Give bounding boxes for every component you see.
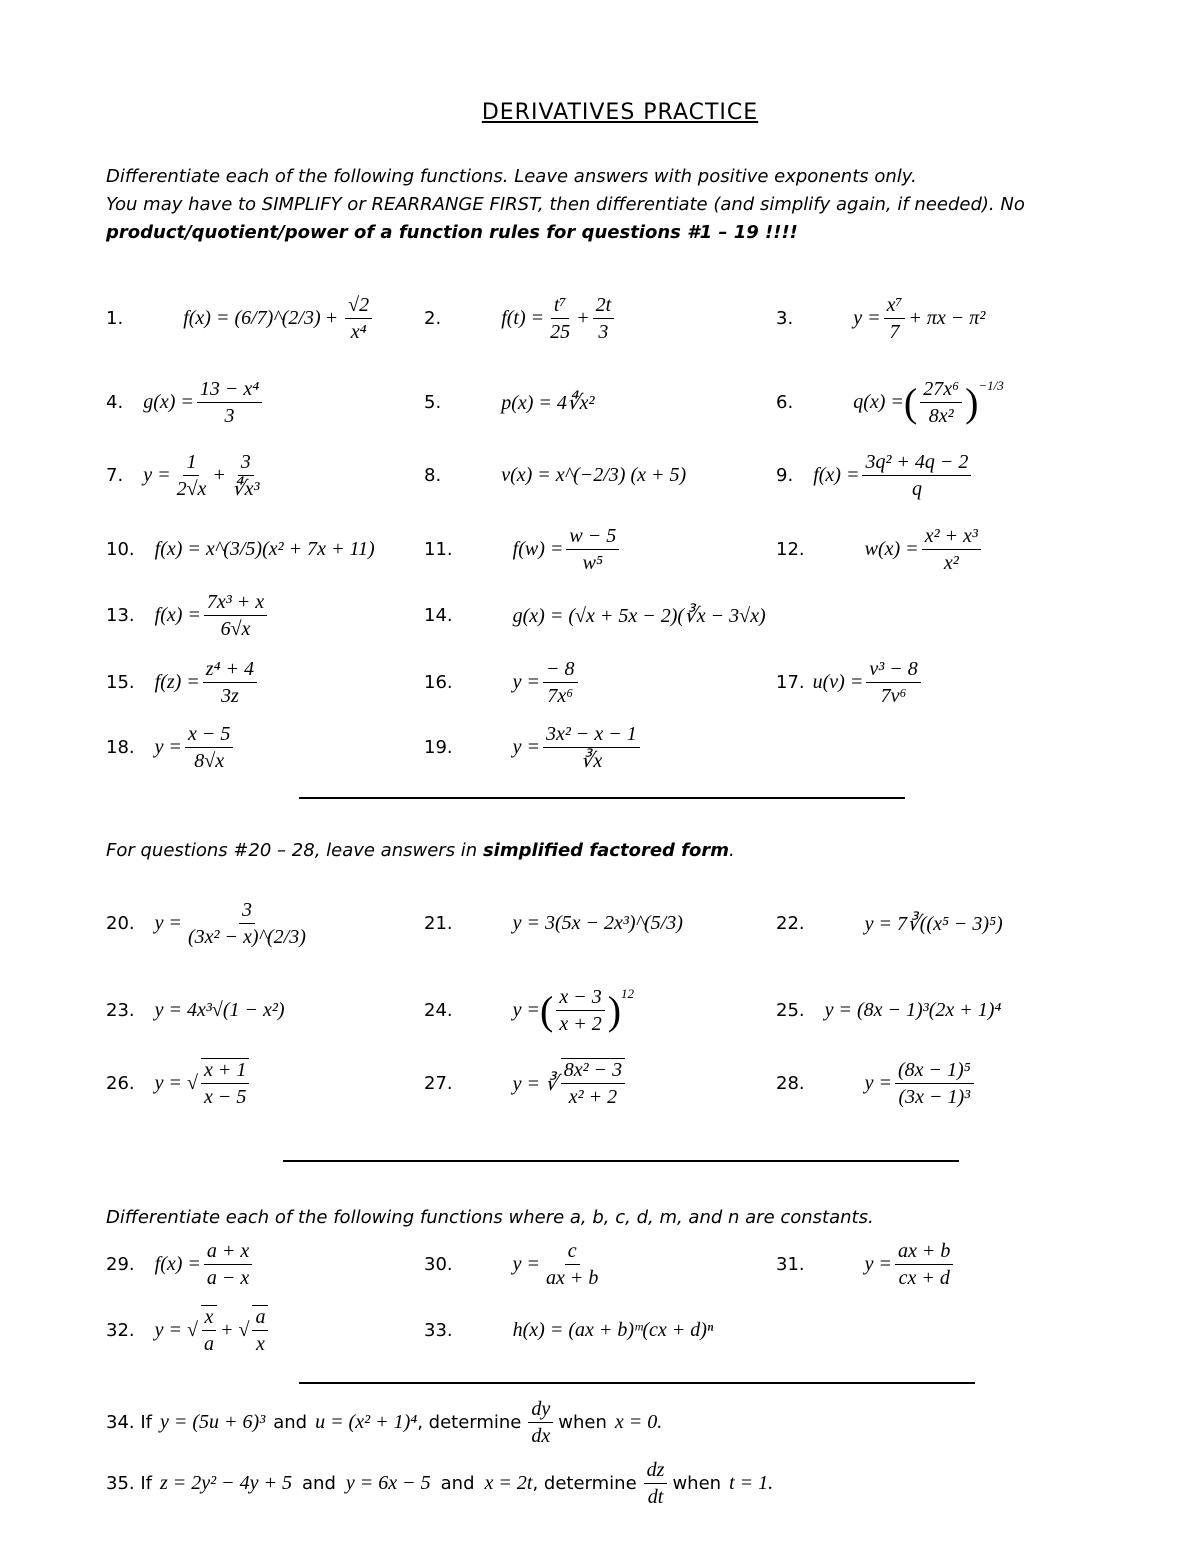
numerator: x − 3 (556, 986, 604, 1011)
expression: y = (8x − 1)³(2x + 1)⁴ (824, 998, 1002, 1021)
question-2 (424, 283, 617, 353)
numerator: z⁴ + 4 (203, 658, 257, 683)
question-number: 35. If (106, 1472, 152, 1494)
denominator: x (256, 1333, 265, 1355)
fraction (229, 451, 263, 500)
fraction (556, 986, 604, 1035)
numerator: x⁷ (884, 294, 906, 319)
question-29 (106, 1229, 255, 1299)
denominator: 6√x (220, 617, 251, 640)
question-number: 28. (776, 1072, 805, 1094)
question-8 (424, 440, 686, 510)
question-28 (776, 1048, 977, 1118)
question-number: 5. (424, 391, 442, 413)
denominator: ∛x (580, 749, 603, 772)
paren-close: ) (965, 379, 979, 425)
fraction (561, 1058, 625, 1108)
question-number: 26. (106, 1072, 135, 1094)
numerator: w − 5 (566, 525, 619, 550)
question-number: 1. (106, 307, 124, 329)
numerator: x − 5 (185, 723, 233, 748)
question-number: 9. (776, 464, 794, 486)
question-number: 24. (424, 999, 453, 1021)
operator: + (212, 463, 226, 486)
question-number: 8. (424, 464, 442, 486)
numerator: dz (644, 1459, 668, 1484)
question-22 (776, 888, 1003, 958)
question-number: 30. (424, 1253, 453, 1275)
fraction (252, 1305, 268, 1355)
question-number: 29. (106, 1253, 135, 1275)
operator: + (576, 306, 590, 329)
numerator: 13 − x⁴ (197, 378, 262, 403)
denominator: cx + d (898, 1266, 950, 1289)
question-35 (106, 1455, 773, 1511)
numerator: v³ − 8 (866, 658, 920, 683)
fraction (922, 525, 981, 574)
numerator: 1 (183, 451, 199, 476)
question-number: 11. (424, 538, 453, 560)
fraction (593, 294, 615, 343)
question-13 (106, 580, 270, 650)
question-12 (776, 514, 984, 584)
expression-part: f(x) = (6/7)^(2/3) (183, 306, 321, 329)
question-number: 19. (424, 736, 453, 758)
question-number: 31. (776, 1253, 805, 1275)
numerator: x (202, 1306, 217, 1331)
fraction (895, 1059, 974, 1108)
question-number: 6. (776, 391, 794, 413)
instruction-emphasis: simplified factored form (482, 840, 730, 861)
fraction (204, 1240, 252, 1289)
condition: t = 1. (729, 1471, 774, 1494)
fraction (201, 1305, 217, 1355)
denominator: 8√x (194, 749, 225, 772)
question-23 (106, 975, 285, 1045)
fraction (862, 451, 971, 500)
question-19 (424, 712, 643, 782)
denominator: dx (531, 1424, 551, 1447)
numerator: 2t (593, 294, 615, 319)
section-divider (299, 797, 905, 799)
expression: f(x) = x^(3/5)(x² + 7x + 11) (154, 537, 375, 560)
fraction (920, 378, 962, 427)
section-divider (299, 1382, 975, 1384)
question-9 (776, 440, 974, 510)
question-11 (424, 514, 622, 584)
question-number: 23. (106, 999, 135, 1021)
numerator: 7x³ + x (204, 591, 267, 616)
connector-text: when (558, 1411, 607, 1433)
fraction (345, 294, 372, 343)
question-number: 34. If (106, 1411, 152, 1433)
question-27 (424, 1048, 628, 1118)
exponent: 12 (621, 985, 635, 1001)
expression: y = 3(5x − 2x³)^(5/3) (512, 911, 683, 934)
expression-part: y = (864, 1252, 893, 1275)
denominator: q (911, 477, 922, 500)
question-18 (106, 712, 236, 782)
expression: x = 2t (484, 1471, 533, 1494)
expression-part: y = (512, 735, 541, 758)
expression-part: u(v) = (812, 670, 864, 693)
expression-part: y = (512, 998, 541, 1021)
denominator: 7x⁶ (547, 684, 574, 707)
denominator: 3z (221, 684, 239, 707)
numerator: dy (528, 1398, 553, 1423)
question-1 (106, 283, 375, 353)
denominator: 2√x (176, 477, 207, 500)
denominator: x − 5 (204, 1086, 247, 1108)
question-21 (424, 888, 683, 958)
denominator: x + 2 (559, 1012, 602, 1035)
operator: + (324, 306, 339, 329)
numerator: 8x² − 3 (561, 1059, 625, 1084)
question-number: 18. (106, 736, 135, 758)
question-33 (424, 1295, 713, 1365)
connector-text: , determine (532, 1472, 637, 1494)
derivative-fraction (644, 1459, 668, 1508)
fraction (197, 378, 262, 427)
fraction (174, 451, 210, 500)
numerator: 3 (238, 451, 254, 476)
expression-part: f(t) = (501, 306, 545, 329)
page-title: DERIVATIVES PRACTICE (481, 100, 759, 125)
question-10 (106, 514, 375, 584)
connector-text: and (302, 1472, 336, 1494)
numerator: 3q² + 4q − 2 (862, 451, 971, 476)
expression-part: y = (154, 911, 183, 934)
question-34 (106, 1394, 662, 1450)
denominator: (3x² − x)^(2/3) (188, 925, 306, 948)
question-number: 22. (776, 912, 805, 934)
expression-part: f(w) = (512, 537, 564, 560)
denominator: x⁴ (350, 320, 367, 343)
expression: u = (x² + 1)⁴ (315, 1410, 418, 1433)
fraction (185, 899, 309, 948)
denominator: 3 (598, 320, 609, 343)
question-number: 2. (424, 307, 442, 329)
expression-part: y = √ (154, 1318, 198, 1341)
fraction (204, 591, 267, 640)
denominator: ∜x³ (231, 477, 260, 500)
question-15 (106, 647, 260, 717)
question-number: 14. (424, 604, 453, 626)
question-20 (106, 888, 312, 958)
numerator: a + x (204, 1240, 252, 1265)
denominator: a (204, 1333, 214, 1355)
operator: + √ (220, 1318, 250, 1341)
question-number: 16. (424, 671, 453, 693)
derivative-fraction (528, 1398, 553, 1447)
expression-part: y = (154, 735, 183, 758)
instruction-line-2: You may have to SIMPLIFY or REARRANGE FIRST, then differentiate (and simplify again, if needed). No (106, 194, 1025, 215)
numerator: ax + b (895, 1240, 953, 1265)
expression-part: f(z) = (154, 670, 200, 693)
fraction (884, 294, 906, 343)
connector-text: and (440, 1472, 475, 1494)
fraction (201, 1058, 249, 1108)
question-17 (776, 647, 924, 717)
fraction (543, 1240, 601, 1289)
expression-part: q(x) = (853, 390, 904, 413)
question-30 (424, 1229, 604, 1299)
fraction (185, 723, 233, 772)
fraction (203, 658, 257, 707)
denominator: x² (943, 551, 959, 574)
question-number: 13. (106, 604, 135, 626)
question-6 (776, 367, 1004, 437)
instruction-section-2 (106, 840, 735, 861)
question-4 (106, 367, 265, 437)
expression: p(x) = 4∜x² (501, 391, 595, 414)
instruction-text: . (729, 840, 735, 861)
denominator: 25 (550, 320, 571, 343)
question-32 (106, 1295, 271, 1365)
expression-part: + πx − π² (908, 306, 986, 329)
expression: z = 2y² − 4y + 5 (160, 1471, 293, 1494)
paren-open: ( (540, 987, 554, 1033)
denominator: 7v⁶ (880, 684, 907, 707)
numerator: x + 1 (201, 1059, 249, 1084)
expression-part: y = √ (154, 1071, 198, 1094)
question-number: 17. (776, 671, 805, 693)
expression-part: f(x) = (154, 603, 201, 626)
expression-part: y = (512, 670, 541, 693)
exponent: −1/3 (978, 377, 1004, 393)
expression-part: w(x) = (864, 537, 919, 560)
expression: h(x) = (ax + b)ᵐ(cx + d)ⁿ (512, 1318, 714, 1341)
expression: g(x) = (√x + 5x − 2)(∛x − 3√x) (512, 604, 766, 627)
condition: x = 0. (614, 1410, 663, 1433)
expression-part: y = (512, 1252, 541, 1275)
numerator: a (252, 1306, 268, 1331)
question-number: 3. (776, 307, 794, 329)
expression: y = 7∛((x⁵ − 3)⁵) (864, 912, 1003, 935)
question-number: 33. (424, 1319, 453, 1341)
denominator: x² + 2 (568, 1086, 618, 1108)
fraction (566, 525, 619, 574)
fraction (543, 658, 578, 707)
question-number: 27. (424, 1072, 453, 1094)
fraction (895, 1240, 953, 1289)
question-number: 20. (106, 912, 135, 934)
denominator: (3x − 1)³ (898, 1085, 971, 1108)
question-25 (776, 975, 1001, 1045)
question-24 (424, 975, 634, 1045)
connector-text: and (273, 1411, 308, 1433)
instruction-section-3: Differentiate each of the following functions where a, b, c, d, m, and n are constants. (106, 1207, 874, 1228)
numerator: 3x² − x − 1 (543, 723, 640, 748)
question-16 (424, 647, 581, 717)
expression: y = 6x − 5 (345, 1471, 431, 1494)
numerator: √2 (345, 294, 372, 319)
expression-part: y = ∛ (512, 1072, 558, 1095)
numerator: t⁷ (551, 294, 570, 319)
expression-part: g(x) = (143, 390, 194, 413)
question-3 (776, 283, 985, 353)
numerator: (8x − 1)⁵ (895, 1059, 974, 1084)
question-number: 12. (776, 538, 805, 560)
instruction-line-1: Differentiate each of the following functions. Leave answers with positive exponents only. (106, 166, 917, 187)
numerator: 3 (239, 899, 255, 924)
expression-part: y = (853, 306, 881, 329)
connector-text: when (672, 1472, 722, 1494)
question-31 (776, 1229, 956, 1299)
denominator: 7 (889, 320, 900, 343)
paren-close: ) (607, 987, 622, 1033)
question-14 (424, 580, 766, 650)
question-number: 7. (106, 464, 124, 486)
section-divider (283, 1160, 959, 1162)
instruction-line-3: product/quotient/power of a function rules for questions #1 – 19 !!!! (106, 222, 798, 243)
numerator: x² + x³ (922, 525, 981, 550)
expression-part: y = (143, 463, 171, 486)
question-7 (106, 440, 266, 510)
denominator: 3 (224, 404, 235, 427)
expression: v(x) = x^(−2/3) (x + 5) (501, 463, 687, 486)
question-26 (106, 1048, 252, 1118)
fraction (866, 658, 920, 707)
fraction (547, 294, 573, 343)
fraction (543, 723, 640, 772)
instruction-text: For questions #20 – 28, leave answers in (106, 840, 483, 861)
denominator: ax + b (546, 1266, 599, 1289)
numerator: 27x⁶ (920, 378, 962, 403)
expression-part: y = (864, 1071, 893, 1094)
question-number: 21. (424, 912, 453, 934)
numerator: c (565, 1240, 580, 1265)
question-number: 32. (106, 1319, 135, 1341)
denominator: w⁵ (582, 551, 603, 574)
paren-open: ( (903, 379, 918, 425)
numerator: − 8 (543, 658, 578, 683)
question-number: 15. (106, 671, 135, 693)
expression: y = 4x³√(1 − x²) (154, 998, 285, 1021)
question-5 (424, 367, 595, 437)
question-number: 25. (776, 999, 805, 1021)
denominator: dt (647, 1485, 664, 1508)
question-number: 10. (106, 538, 135, 560)
denominator: a − x (206, 1266, 250, 1289)
expression: y = (5u + 6)³ (160, 1410, 266, 1433)
expression-part: f(x) = (813, 463, 860, 486)
denominator: 8x² (928, 404, 954, 427)
question-number: 4. (106, 391, 124, 413)
connector-text: , determine (417, 1411, 522, 1433)
expression-part: f(x) = (154, 1252, 201, 1275)
